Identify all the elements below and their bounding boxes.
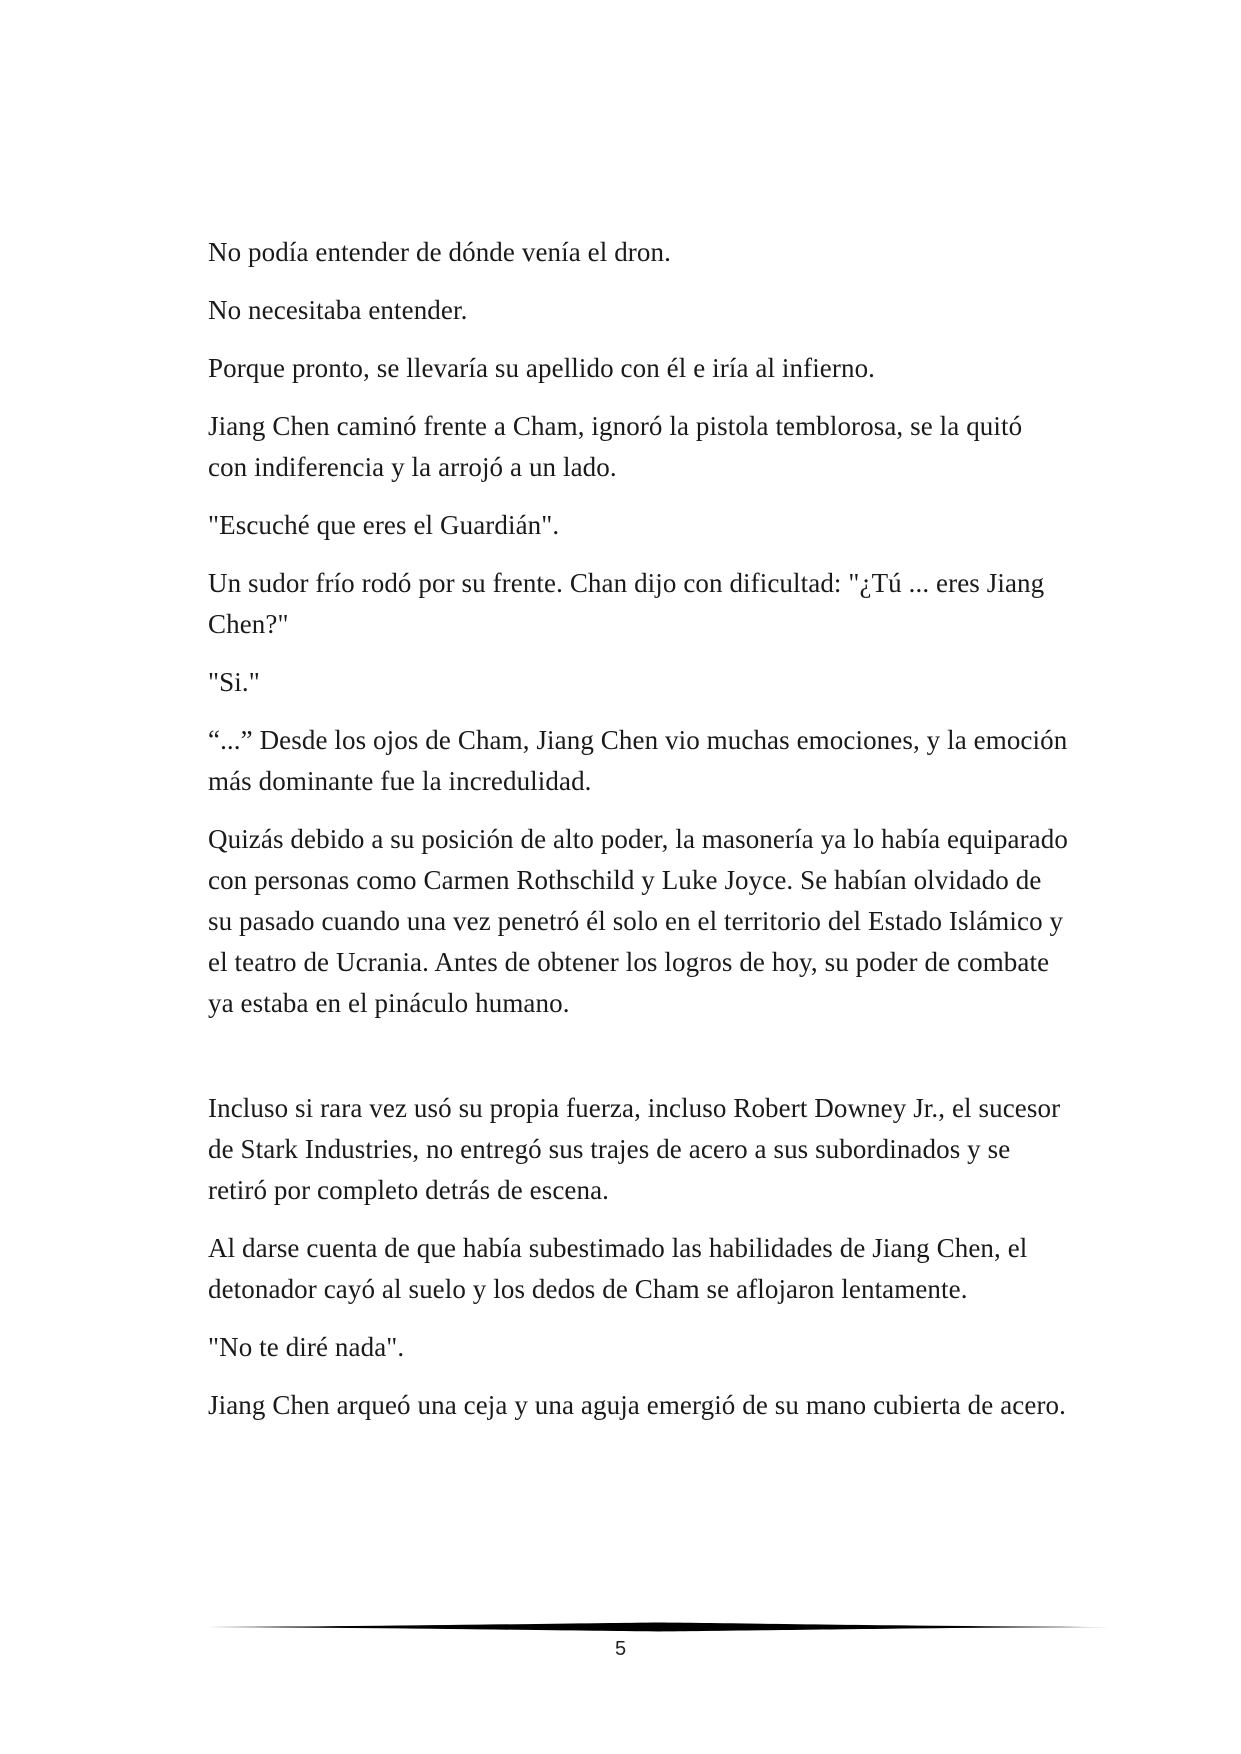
paragraph-9: Quizás debido a su posición de alto poder, la masonería ya lo había equiparado con personas como Carmen Rothschild y Luke Joyce. Se habían olvidado de su pasado cuando una vez penetró él solo en el territorio del Estado Islámico y el teatro de Ucrania. Antes de obtener los logros de hoy, su poder de combate ya estaba en el pináculo humano. bbox=[208, 824, 1068, 1018]
paragraph-4: Jiang Chen caminó frente a Cham, ignoró la pistola temblorosa, se la quitó con indiferencia y la arrojó a un lado. bbox=[208, 411, 1023, 482]
paragraph-6: Un sudor frío rodó por su frente. Chan dijo con dificultad: "¿Tú ... eres Jiang Chen?" bbox=[208, 568, 1045, 639]
paragraph-12: "No te diré nada". bbox=[208, 1332, 405, 1362]
paragraph-11: Al darse cuenta de que había subestimado las habilidades de Jiang Chen, el detonador cayó al suelo y los dedos de Cham se aflojaron lentamente. bbox=[208, 1233, 1028, 1304]
page-number: 5 bbox=[614, 1638, 627, 1660]
paragraph-10: Incluso si rara vez usó su propia fuerza, incluso Robert Downey Jr., el sucesor de Stark Industries, no entregó sus trajes de acero a sus subordinados y se retiró por completo detrás de escena. bbox=[208, 1093, 1061, 1205]
body-text bbox=[208, 232, 1068, 1443]
paragraph-7: "Si." bbox=[208, 667, 260, 697]
footer-divider bbox=[208, 1620, 1110, 1634]
paragraph-8: “...” Desde los ojos de Cham, Jiang Chen vio muchas emociones, y la emoción más dominante fue la incredulidad. bbox=[208, 725, 1068, 796]
paragraph-13: Jiang Chen arqueó una ceja y una aguja emergió de su mano cubierta de acero. bbox=[208, 1390, 1067, 1420]
paragraph-1: No podía entender de dónde venía el dron. bbox=[208, 237, 671, 267]
paragraph-3: Porque pronto, se llevaría su apellido con él e iría al infierno. bbox=[208, 353, 876, 383]
paragraph-2: No necesitaba entender. bbox=[208, 295, 468, 325]
paragraph-5: "Escuché que eres el Guardián". bbox=[208, 510, 560, 540]
